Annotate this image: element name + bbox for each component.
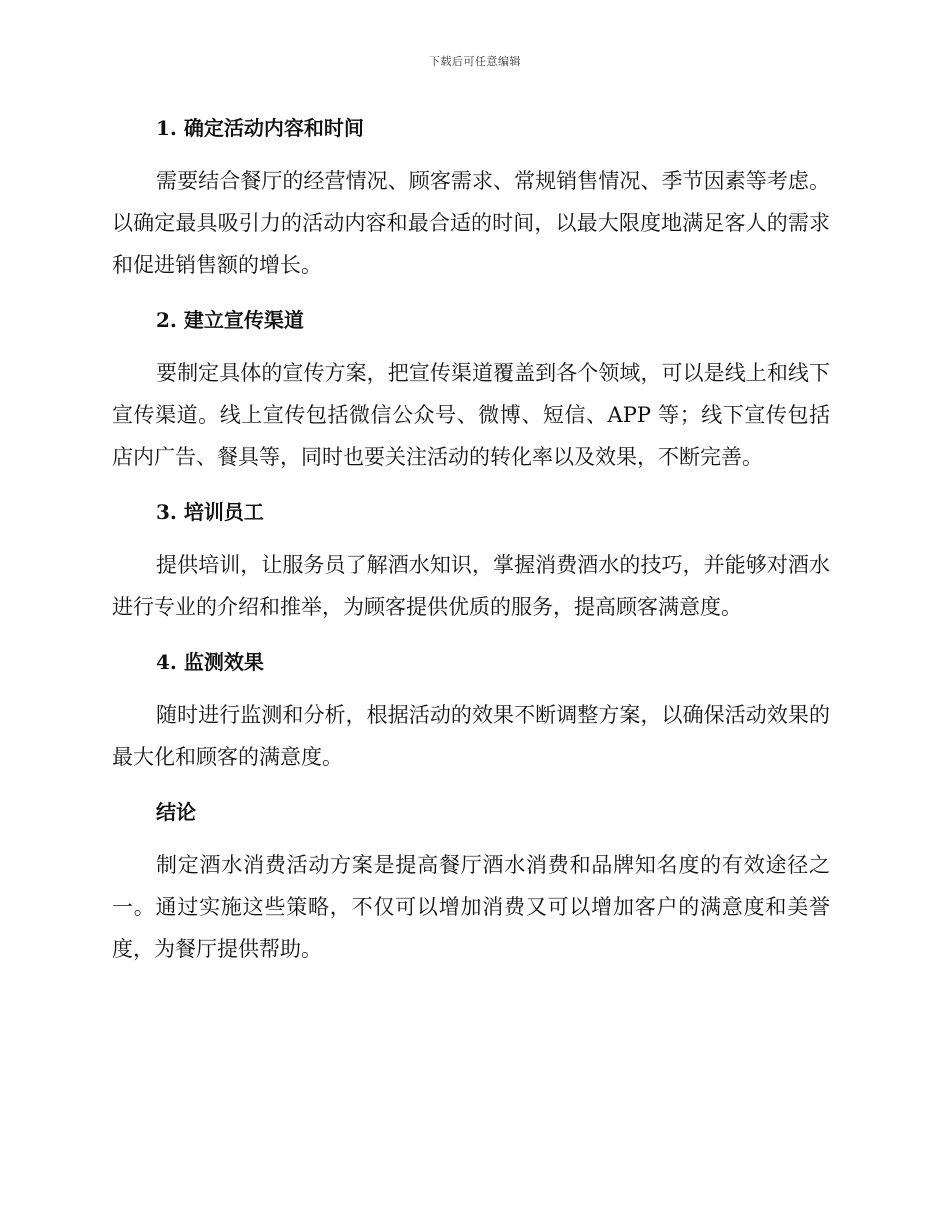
section-paragraph-monitor-results: 随时进行监测和分析，根据活动的效果不断调整方案，以确保活动效果的最大化和顾客的满意度。 <box>112 703 830 769</box>
section-heading-promotion-channels: 2. 建立宣传渠道 <box>156 308 304 332</box>
section-heading-content-and-time: 1. 确定活动内容和时间 <box>156 116 364 140</box>
section-heading-conclusion: 结论 <box>156 800 196 824</box>
page-header: 下载后可任意编辑 <box>429 55 521 68</box>
section-paragraph-staff-training: 提供培训，让服务员了解酒水知识，掌握消费酒水的技巧，并能够对酒水进行专业的介绍和推举，为顾客提供优质的服务，提高顾客满意度。 <box>112 553 830 619</box>
document-body <box>112 108 830 984</box>
section-paragraph-content-and-time: 需要结合餐厅的经营情况、顾客需求、常规销售情况、季节因素等考虑。以确定最具吸引力的活动内容和最合适的时间，以最大限度地满足客人的需求和促进销售额的增长。 <box>112 169 830 277</box>
section-heading-monitor-results: 4. 监测效果 <box>156 650 264 674</box>
section-paragraph-promotion-channels: 要制定具体的宣传方案，把宣传渠道覆盖到各个领域，可以是线上和线下宣传渠道。线上宣传包括微信公众号、微博、短信、APP 等；线下宣传包括店内广告、餐具等，同时也要关注活动的转化率以及效果，不断完善。 <box>112 361 830 469</box>
section-paragraph-conclusion: 制定酒水消费活动方案是提高餐厅酒水消费和品牌知名度的有效途径之一。通过实施这些策略，不仅可以增加消费又可以增加客户的满意度和美誉度，为餐厅提供帮助。 <box>112 853 830 961</box>
section-heading-staff-training: 3. 培训员工 <box>156 500 264 524</box>
